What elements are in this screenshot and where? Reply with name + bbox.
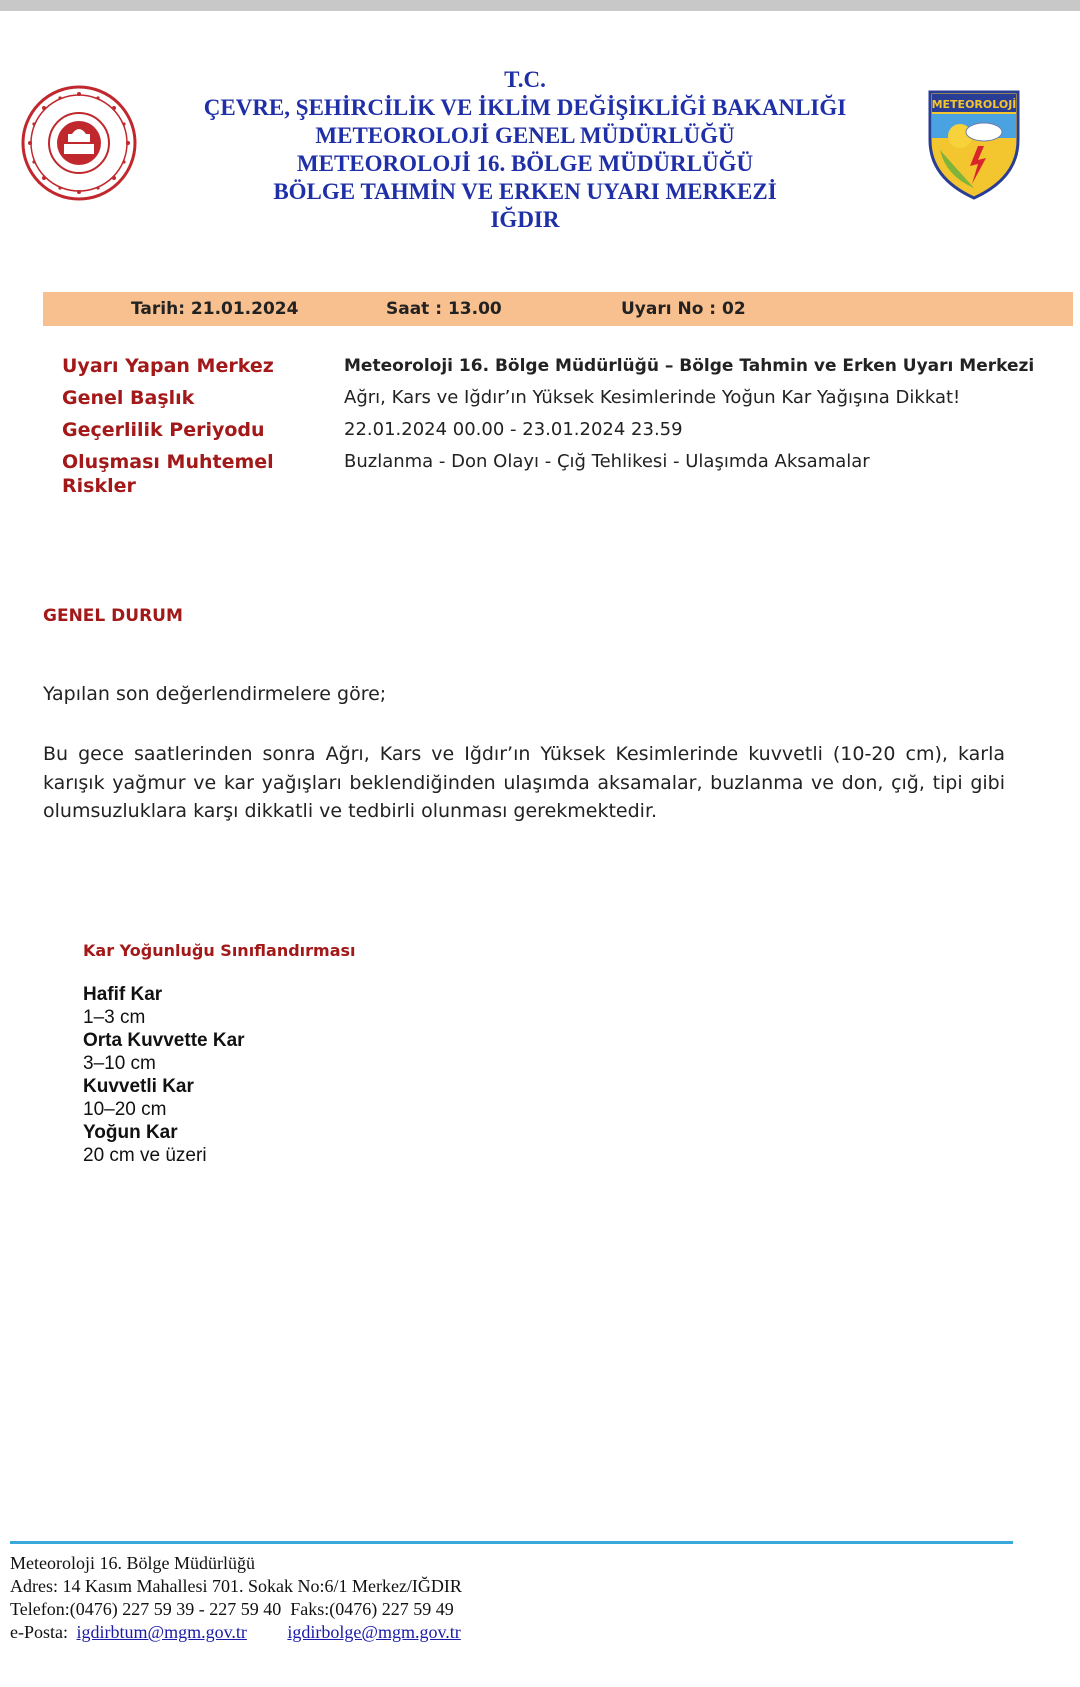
general-status-intro: Yapılan son değerlendirmelere göre; bbox=[43, 683, 387, 705]
footer bbox=[10, 1552, 462, 1644]
detail-value: Buzlanma - Don Olayı - Çığ Tehlikesi - Ulaşımda Aksamalar bbox=[344, 451, 870, 472]
detail-label: Genel Başlık bbox=[62, 387, 195, 409]
footer-email-row bbox=[10, 1621, 462, 1644]
classification-title: Kar Yoğunluğu Sınıflandırması bbox=[83, 941, 356, 960]
class-name: Hafif Kar bbox=[83, 984, 163, 1005]
general-status-body: Bu gece saatlerinden sonra Ağrı, Kars ve Iğdır’ın Yüksek Kesimlerinde kuvvetli (10-20 cm), karla karışık yağmur ve kar yağışları beklendiğinden ulaşımda aksamalar, buzlanma ve don, çığ, tipi gibi olumsuzluklara karşı dikkatli ve tedbirli olunması gerekmektedir. bbox=[43, 743, 1005, 822]
meteoroloji-shield-logo bbox=[926, 88, 1022, 200]
footer-email-label: e-Posta: bbox=[10, 1622, 68, 1642]
class-name: Yoğun Kar bbox=[83, 1122, 178, 1143]
email-link-1[interactable]: igdirbtum@mgm.gov.tr bbox=[76, 1622, 247, 1642]
warning-time: Saat : 13.00 bbox=[386, 299, 502, 319]
ministry-seal-logo bbox=[20, 84, 138, 202]
header-line: METEOROLOJİ GENEL MÜDÜRLÜĞÜ bbox=[315, 123, 735, 148]
class-range: 20 cm ve üzeri bbox=[83, 1145, 207, 1166]
warning-number: Uyarı No : 02 bbox=[621, 299, 746, 319]
svg-text:METEOROLOJİ: METEOROLOJİ bbox=[931, 98, 1017, 111]
class-name: Kuvvetli Kar bbox=[83, 1076, 194, 1097]
footer-divider bbox=[10, 1541, 1013, 1544]
footer-phone: Telefon:(0476) 227 59 39 - 227 59 40 Faks:(0476) 227 59 49 bbox=[10, 1599, 454, 1619]
general-status-title: GENEL DURUM bbox=[43, 606, 183, 626]
header-line: T.C. bbox=[504, 67, 546, 92]
class-range: 10–20 cm bbox=[83, 1099, 167, 1120]
email-link-2[interactable]: igdirbolge@mgm.gov.tr bbox=[287, 1622, 461, 1642]
warning-date: Tarih: 21.01.2024 bbox=[131, 299, 299, 319]
classification-list bbox=[83, 983, 245, 1167]
class-range: 3–10 cm bbox=[83, 1053, 156, 1074]
class-name: Orta Kuvvette Kar bbox=[83, 1030, 245, 1051]
header-line: BÖLGE TAHMİN VE ERKEN UYARI MERKEZİ bbox=[273, 179, 777, 204]
footer-org: Meteoroloji 16. Bölge Müdürlüğü bbox=[10, 1553, 255, 1573]
detail-label: Uyarı Yapan Merkez bbox=[62, 355, 274, 377]
detail-label: Oluşması Muhtemel Riskler bbox=[62, 451, 274, 497]
header-line: IĞDIR bbox=[490, 207, 560, 232]
warning-info-bar bbox=[43, 292, 1073, 326]
class-range: 1–3 cm bbox=[83, 1007, 146, 1028]
header-line: ÇEVRE, ŞEHİRCİLİK VE İKLİM DEĞİŞİKLİĞİ BAKANLIĞI bbox=[203, 95, 847, 120]
detail-value: 22.01.2024 00.00 - 23.01.2024 23.59 bbox=[344, 419, 683, 440]
header-title bbox=[180, 66, 870, 234]
top-border bbox=[0, 0, 1080, 11]
detail-value: Meteoroloji 16. Bölge Müdürlüğü – Bölge Tahmin ve Erken Uyarı Merkezi bbox=[344, 356, 1035, 376]
footer-address: Adres: 14 Kasım Mahallesi 701. Sokak No:6/1 Merkez/IĞDIR bbox=[10, 1576, 462, 1596]
detail-value: Ağrı, Kars ve Iğdır’ın Yüksek Kesimlerinde Yoğun Kar Yağışına Dikkat! bbox=[344, 387, 961, 408]
header-line: METEOROLOJİ 16. BÖLGE MÜDÜRLÜĞÜ bbox=[296, 151, 754, 176]
detail-label: Geçerlilik Periyodu bbox=[62, 419, 265, 441]
